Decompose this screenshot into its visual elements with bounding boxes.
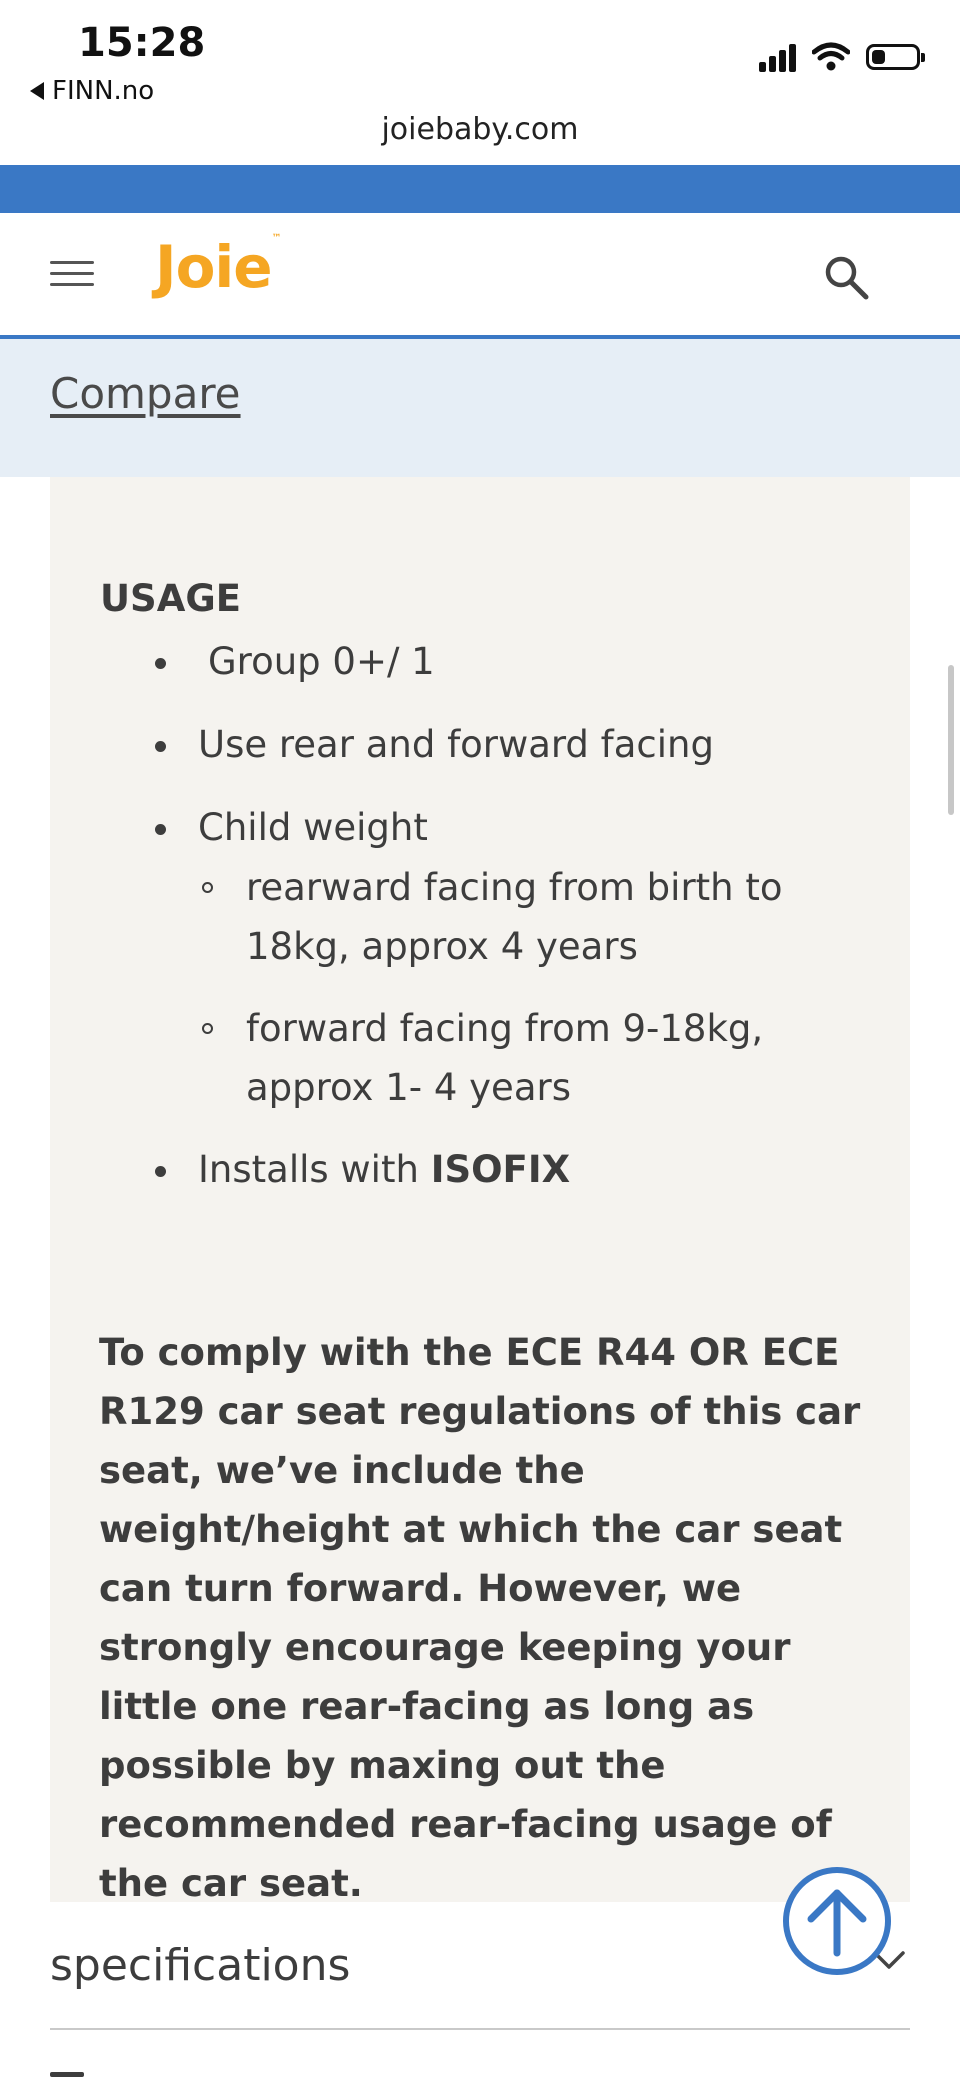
menu-icon[interactable] bbox=[50, 261, 94, 287]
scroll-to-top-button[interactable] bbox=[783, 1867, 891, 1975]
status-bar bbox=[0, 0, 960, 147]
usage-list bbox=[50, 632, 870, 1223]
isofix-label: ISOFIX bbox=[430, 1148, 571, 1191]
regulation-notice: To comply with the ECE R44 OR ECE R129 car seat regulations of this car seat, we’ve include the weight/height at which the car seat can turn forward. However, we strongly encourage keeping your little one rear-facing as long as possible by maxing out the recommended rear-facing usage of the car seat. bbox=[99, 1331, 861, 1905]
status-time: 15:28 bbox=[78, 20, 206, 66]
battery-icon bbox=[866, 44, 920, 70]
list-item: Installs with ISOFIX bbox=[50, 1140, 870, 1200]
list-item: rearward facing from birth to 18kg, approx 4 years bbox=[148, 858, 870, 976]
page-scrollbar[interactable] bbox=[948, 665, 954, 815]
usage-heading: USAGE bbox=[100, 577, 241, 620]
list-item: Use rear and forward facing bbox=[50, 715, 870, 775]
search-icon[interactable] bbox=[822, 253, 870, 301]
cellular-signal-icon bbox=[759, 42, 796, 72]
child-weight-sublist bbox=[198, 858, 870, 1117]
back-app-label: FINN.no bbox=[52, 76, 155, 106]
joie-logo[interactable]: Joie™ bbox=[155, 233, 281, 301]
wifi-icon bbox=[812, 42, 850, 72]
list-item: Child weight rearward facing from birth to 18kg, approx 4 years forward facing from 9-18kg, approx 1- 4 years bbox=[50, 798, 870, 1117]
list-item: Group 0+/ 1 bbox=[50, 632, 870, 692]
site-header bbox=[0, 213, 960, 339]
system-icons bbox=[759, 42, 920, 72]
next-accordion-fragment bbox=[50, 2058, 200, 2078]
compare-link[interactable]: Compare bbox=[50, 369, 241, 418]
back-to-app-link[interactable] bbox=[30, 76, 154, 106]
promo-band bbox=[0, 165, 960, 213]
url-bar[interactable]: joiebaby.com bbox=[381, 112, 579, 147]
specifications-label: specifications bbox=[50, 1940, 351, 1991]
compare-bar bbox=[0, 339, 960, 477]
back-arrow-icon bbox=[30, 82, 44, 100]
battery-fill bbox=[872, 50, 885, 64]
specifications-accordion[interactable] bbox=[50, 1902, 910, 2030]
list-item: forward facing from 9-18kg, approx 1- 4 years bbox=[148, 999, 870, 1117]
usage-panel bbox=[50, 477, 910, 1905]
